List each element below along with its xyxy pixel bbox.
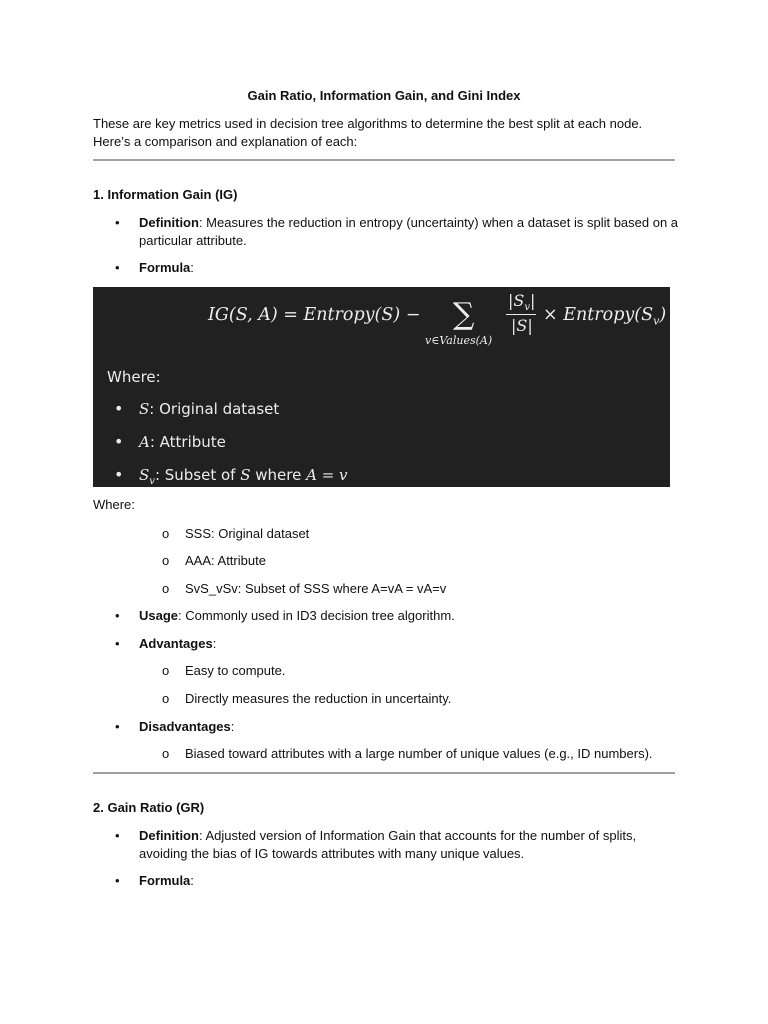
sigma-symbol: ∑ [453, 297, 475, 332]
formula-item-s: • S: Original dataset [139, 400, 279, 418]
gr-formula-label [139, 872, 679, 890]
definition-label: Definition [139, 828, 199, 843]
fraction-denominator: |S| [511, 316, 533, 335]
intro-paragraph: These are key metrics used in decision tree algorithms to determine the best split at each node. Here’s a comparison and explanation of each: [93, 116, 643, 149]
formula-rhs: × $Entropy(S_v)$ [543, 305, 667, 328]
ig-advantages: • Advantages: [139, 635, 679, 653]
disadvantages-label: Disadvantages [139, 719, 231, 734]
definition-text: : Measures the reduction in entropy (uncertainty) when a dataset is split based on a particular attribute. [139, 215, 679, 248]
divider [93, 159, 675, 161]
advantage-item: o Directly measures the reduction in uncertainty. [185, 690, 675, 708]
gr-definition [139, 827, 679, 862]
where-item: o SvS_vSv: Subset of SSS where A=vA = vA=v [185, 580, 675, 598]
fraction-bar [506, 314, 536, 315]
disadvantage-item: o Biased toward attributes with a large number of unique values (e.g., ID numbers). [185, 745, 675, 763]
definition-label: Definition [139, 215, 199, 230]
ig-usage [139, 607, 679, 625]
ig-disadvantages: • Disadvantages: [139, 718, 679, 736]
ig-definition [139, 214, 679, 249]
formula-label: Formula [139, 260, 191, 275]
document-title: Gain Ratio, Information Gain, and Gini Index [247, 88, 521, 103]
formula-item-a: • A: Attribute [139, 433, 226, 451]
ig-formula-label [139, 259, 679, 277]
usage-text: : Commonly used in ID3 decision tree algorithm. [178, 608, 455, 623]
where-item: o SSS: Original dataset [185, 525, 675, 543]
where-item: o AAA: Attribute [185, 552, 675, 570]
colon: : [190, 873, 194, 888]
sum-index: v∈Values(A) [425, 334, 493, 347]
divider [93, 772, 675, 774]
formula-lhs: IG(S, A) = Entropy(S) − [208, 305, 421, 325]
colon: : [190, 260, 194, 275]
section-heading-ig: 1. Information Gain (IG) [93, 187, 238, 202]
formula-image [93, 287, 670, 487]
formula-where-label: Where: [107, 368, 161, 386]
advantage-item: o Easy to compute. [185, 662, 675, 680]
definition-text: : Adjusted version of Information Gain that accounts for the number of splits, avoiding the bias of IG towards attributes with many unique values. [139, 828, 637, 861]
fraction-numerator: $|S_v|$ [508, 291, 536, 314]
formula-item-sv: • $S_v$: Subset of S where A = v [139, 466, 348, 487]
formula-label: Formula [139, 873, 191, 888]
usage-label: Usage [139, 608, 179, 623]
advantages-label: Advantages [139, 636, 213, 651]
section-heading-gr: 2. Gain Ratio (GR) [93, 800, 205, 815]
where-label: Where: [93, 497, 135, 512]
